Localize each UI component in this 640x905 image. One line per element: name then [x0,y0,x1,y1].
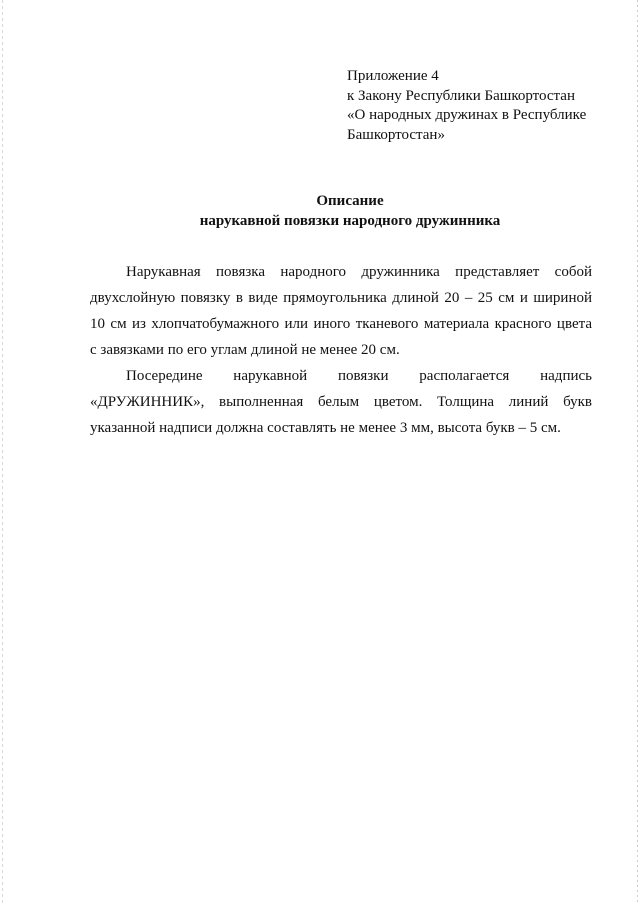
paragraph-2 [90,363,592,441]
document-title [0,192,640,231]
paragraph-1-line-1: Нарукавная повязка народного дружинника представляет собой [126,264,592,280]
paragraph-1-line-3: 10 см из хлопчатобумажного или иного тканевого материала красного цвета [90,316,592,332]
title-line-1: Описание [316,193,384,209]
appendix-line-2: к Закону Республики Башкортостан [347,87,575,104]
document-body [90,259,592,441]
appendix-line-4: Башкортостан» [347,126,445,143]
appendix-header [347,67,617,145]
paragraph-2-line-2: «ДРУЖИННИК», выполненная белым цветом. Толщина линий букв [90,394,592,410]
appendix-line-1: Приложение 4 [347,68,439,84]
scan-edge-right [637,0,638,905]
paragraph-1 [90,259,592,363]
paragraph-1-line-2: двухслойную повязку в виде прямоугольника длиной 20 – 25 см и шириной [90,290,592,306]
paragraph-2-line-3: указанной надписи должна составлять не менее 3 мм, высота букв – 5 см. [90,420,561,436]
scan-edge-left [2,0,3,905]
appendix-line-3: «О народных дружинах в Республике [347,107,587,124]
title-line-2: нарукавной повязки народного дружинника [199,212,501,229]
paragraph-2-line-1: Посередине нарукавной повязки располагается надпись [126,368,592,384]
paragraph-1-line-4: с завязками по его углам длиной не менее 20 см. [90,342,400,358]
